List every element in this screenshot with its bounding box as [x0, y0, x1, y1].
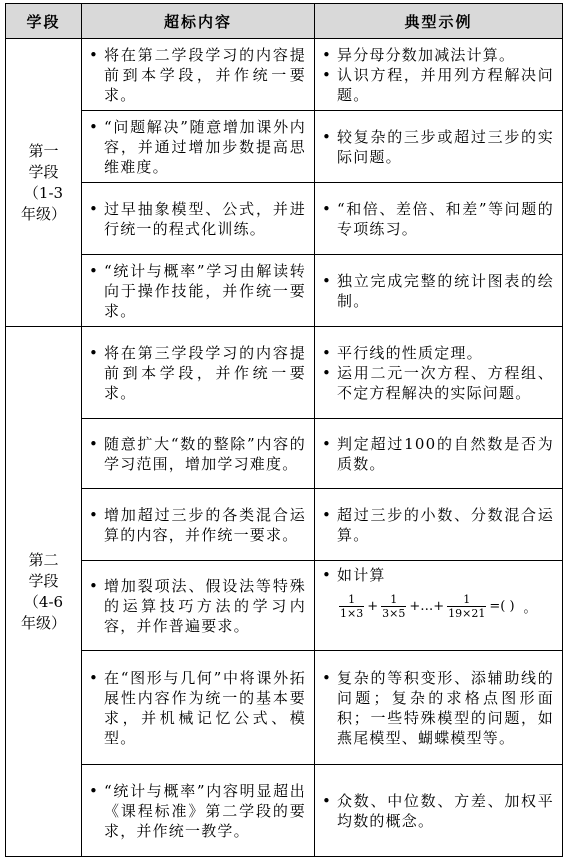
header-content: 超标内容 — [82, 4, 315, 39]
operator: + — [367, 599, 379, 614]
operator: =( ) — [489, 599, 515, 614]
stage-2-label: 第二 学段 （4-6 年级） — [6, 327, 82, 857]
table-row — [6, 183, 563, 255]
example-cell: • 众数、中位数、方差、加权平均数的概念。 — [315, 765, 563, 857]
period: 。 — [523, 601, 537, 616]
formula — [339, 593, 562, 620]
fraction: $\frac{1}{1\times 3}$ — [340, 593, 364, 620]
content-cell: • 随意扩大“数的整除”内容的学习范围，增加学习难度。 — [82, 419, 315, 489]
content-cell: • 增加超过三步的各类混合运算的内容，并作统一要求。 — [82, 489, 315, 561]
table-row — [6, 561, 563, 651]
example-cell: • 独立完成完整的统计图表的绘制。 — [315, 255, 563, 327]
content-cell: • “统计与概率”学习由解读转向于操作技能，并作统一要求。 — [82, 255, 315, 327]
operator: +…+ — [409, 599, 445, 614]
table-row — [6, 111, 563, 183]
table-row — [6, 765, 563, 857]
example-cell: • 如计算 $\frac{1}{1\times 3}$ + $\frac{1}{3\times 5}$ +…+ $\frac{1}{19\times 21}$ =( ) 。 — [315, 561, 563, 651]
table-row — [6, 327, 563, 419]
table-row — [6, 419, 563, 489]
table-row — [6, 39, 563, 111]
example-cell: • “和倍、差倍、和差”等问题的专项练习。 — [315, 183, 563, 255]
curriculum-table — [5, 3, 563, 857]
header-row — [6, 4, 563, 39]
example-cell: • 复杂的等积变形、添辅助线的问题；复杂的求格点图形面积；一些特殊模型的问题，如燕尾模型、蝴蝶模型等。 — [315, 651, 563, 765]
fraction: $\frac{1}{3\times 5}$ — [382, 593, 406, 620]
table-row — [6, 255, 563, 327]
header-stage: 学段 — [6, 4, 82, 39]
content-cell: • “统计与概率”内容明显超出《课程标准》第二学段的要求，并作统一教学。 — [82, 765, 315, 857]
content-cell: • 将在第三学段学习的内容提前到本学段，并作统一要求。 — [82, 327, 315, 419]
example-cell: • 超过三步的小数、分数混合运算。 — [315, 489, 563, 561]
example-cell: • 平行线的性质定理。 • 运用二元一次方程、方程组、不定方程解决的实际问题。 — [315, 327, 563, 419]
example-cell: • 异分母分数加减法计算。 • 认识方程，并用列方程解决问题。 — [315, 39, 563, 111]
fraction: $\frac{1}{19\times 21}$ — [448, 593, 486, 620]
table-row — [6, 651, 563, 765]
table-row — [6, 489, 563, 561]
header-examples: 典型示例 — [315, 4, 563, 39]
content-cell: • “问题解决”随意增加课外内容，并通过增加步数提高思维难度。 — [82, 111, 315, 183]
example-cell: • 较复杂的三步或超过三步的实际问题。 — [315, 111, 563, 183]
content-cell: • 过早抽象模型、公式，并进行统一的程式化训练。 — [82, 183, 315, 255]
stage-1-label: 第一 学段 （1-3 年级） — [6, 39, 82, 327]
content-cell: • 将在第二学段学习的内容提前到本学段，并作统一要求。 — [82, 39, 315, 111]
example-cell: • 判定超过100的自然数是否为质数。 — [315, 419, 563, 489]
content-cell: • 增加裂项法、假设法等特殊的运算技巧方法的学习内容，并作普遍要求。 — [82, 561, 315, 651]
content-cell: • 在“图形与几何”中将课外拓展性内容作为统一的基本要求，并机械记忆公式、模型。 — [82, 651, 315, 765]
